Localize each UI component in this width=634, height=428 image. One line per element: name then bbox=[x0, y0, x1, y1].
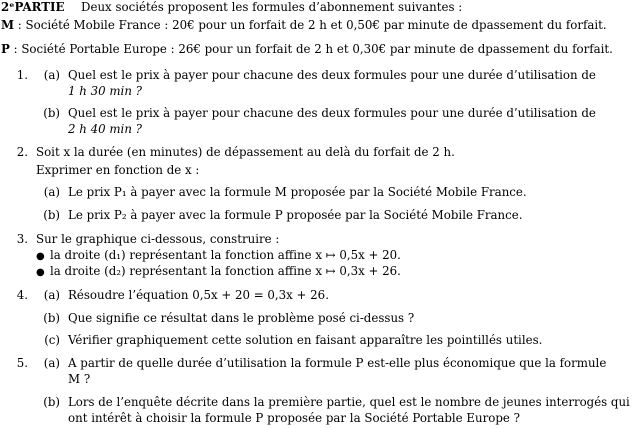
q5a-text-line1: A partir de quelle durée d’utilisation la formule P est-elle plus économique que la formule bbox=[68, 356, 607, 370]
part-heading bbox=[1, 2, 462, 14]
q1a-label: (a) bbox=[43, 68, 60, 82]
q4b-text: Que signifie ce résultat dans le problème posé ci-dessus ? bbox=[68, 311, 415, 325]
q3-bullet2-text: la droite (d₂) représentant la fonction affine x ↦ 0,3x + 26. bbox=[50, 264, 401, 278]
offer-p-letter: P bbox=[1, 42, 10, 56]
q2-number: 2. bbox=[16, 145, 28, 159]
q4a-text: Résoudre l’équation 0,5x + 20 = 0,3x + 26. bbox=[68, 288, 329, 302]
q4b-label: (b) bbox=[43, 311, 60, 325]
q2b-label: (b) bbox=[43, 208, 60, 222]
q1a-text-line2: 1 h 30 min ? bbox=[68, 84, 142, 98]
q4c-text: Vérifier graphiquement cette solution en faisant apparaître les pointillés utiles. bbox=[68, 333, 543, 347]
q1-number: 1. bbox=[16, 68, 28, 82]
q1b-label: (b) bbox=[43, 106, 60, 120]
q2a-label: (a) bbox=[43, 185, 60, 199]
q3-number: 3. bbox=[16, 232, 28, 246]
q2-text-line1: Soit x la durée (en minutes) de dépassement au delà du forfait de 2 h. bbox=[36, 145, 455, 159]
q5b-text-line1: Lors de l’enquête décrite dans la première partie, quel est le nombre de jeunes interrogés qui bbox=[68, 395, 630, 409]
q5a-label: (a) bbox=[43, 356, 60, 370]
part-title: 2ᵉPARTIE bbox=[1, 0, 65, 14]
offer-p bbox=[1, 44, 613, 56]
offer-p-text: : Société Portable Europe : 26€ pour un forfait de 2 h et 0,30€ par minute de dpassement du forfait. bbox=[9, 42, 613, 56]
intro-text: Deux sociétés proposent les formules d’abonnement suivantes : bbox=[81, 0, 463, 14]
q3-bullet1-text: la droite (d₁) représentant la fonction affine x ↦ 0,5x + 20. bbox=[50, 248, 401, 262]
offer-m-text: : Société Mobile France : 20€ pour un forfait de 2 h et 0,50€ par minute de dpassement du forfait. bbox=[14, 18, 607, 32]
q4-number: 4. bbox=[16, 288, 28, 302]
q4c-label: (c) bbox=[44, 333, 60, 347]
q4a-label: (a) bbox=[43, 288, 60, 302]
q2a-text: Le prix P₁ à payer avec la formule M proposée par la Société Mobile France. bbox=[68, 185, 527, 199]
offer-m bbox=[1, 20, 607, 32]
q2b-text: Le prix P₂ à payer avec la formule P proposée par la Société Mobile France. bbox=[68, 208, 523, 222]
q5b-label: (b) bbox=[43, 395, 60, 409]
bullet-icon: ● bbox=[36, 251, 45, 262]
q5a-text-line2: M ? bbox=[68, 372, 91, 386]
q3-text-line1: Sur le graphique ci-dessous, construire : bbox=[36, 232, 280, 246]
offer-m-letter: M bbox=[1, 18, 15, 32]
q5b-text-line2: ont intérêt à choisir la formule P proposée par la Société Portable Europe ? bbox=[68, 411, 520, 425]
q1b-text-line1: Quel est le prix à payer pour chacune des deux formules pour une durée d’utilisation de bbox=[68, 106, 596, 120]
bullet-icon: ● bbox=[36, 267, 45, 278]
q1a-text-line1: Quel est le prix à payer pour chacune des deux formules pour une durée d’utilisation de bbox=[68, 68, 596, 82]
q1b-text-line2: 2 h 40 min ? bbox=[68, 122, 142, 136]
q5-number: 5. bbox=[16, 356, 28, 370]
q2-text-line2: Exprimer en fonction de x : bbox=[36, 163, 200, 177]
